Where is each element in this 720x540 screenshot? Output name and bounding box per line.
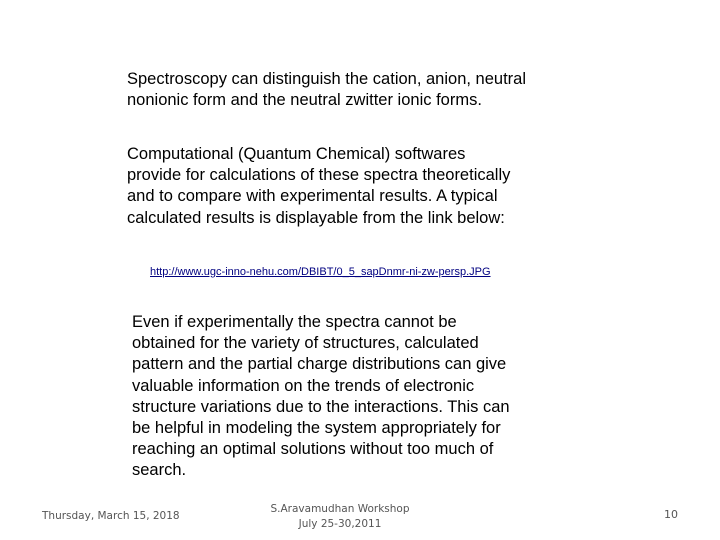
text-line: nonionic form and the neutral zwitter ionic forms.	[127, 91, 482, 110]
text-line: pattern and the partial charge distributions can give	[132, 355, 507, 374]
slide-number: 10	[664, 508, 678, 521]
text-line: obtained for the variety of structures, calculated	[132, 334, 479, 353]
footer-date: Thursday, March 15, 2018	[42, 510, 180, 522]
text-line: reaching an optimal solutions without too much of	[132, 440, 494, 459]
text-line: and to compare with experimental results. A typical	[127, 187, 498, 206]
text-line: search.	[132, 461, 187, 480]
text-line: Even if experimentally the spectra cannot be	[132, 313, 457, 331]
footer-author	[250, 502, 430, 532]
text-line: be helpful in modeling the system appropriately for	[132, 419, 501, 438]
text-line: valuable information on the trends of electronic	[132, 376, 475, 395]
conclusion-paragraph	[132, 312, 510, 482]
text-line: Computational (Quantum Chemical) softwares	[127, 145, 466, 163]
text-line: provide for calculations of these spectra theoretically	[127, 166, 511, 185]
intro-paragraph	[127, 69, 526, 111]
text-line: structure variations due to the interactions. This can	[132, 397, 510, 416]
text-line: calculated results is displayable from the link below:	[127, 208, 505, 227]
spectra-image-link[interactable]: http://www.ugc-inno-nehu.com/DBIBT/0_5_sapDnmr-ni-zw-persp.JPG	[150, 266, 491, 278]
computational-paragraph	[127, 144, 510, 229]
footer-author-line: S.Aravamudhan Workshop	[270, 503, 410, 515]
text-line: Spectroscopy can distinguish the cation, anion, neutral	[127, 70, 526, 88]
footer-event-dates: July 25-30,2011	[298, 518, 382, 530]
